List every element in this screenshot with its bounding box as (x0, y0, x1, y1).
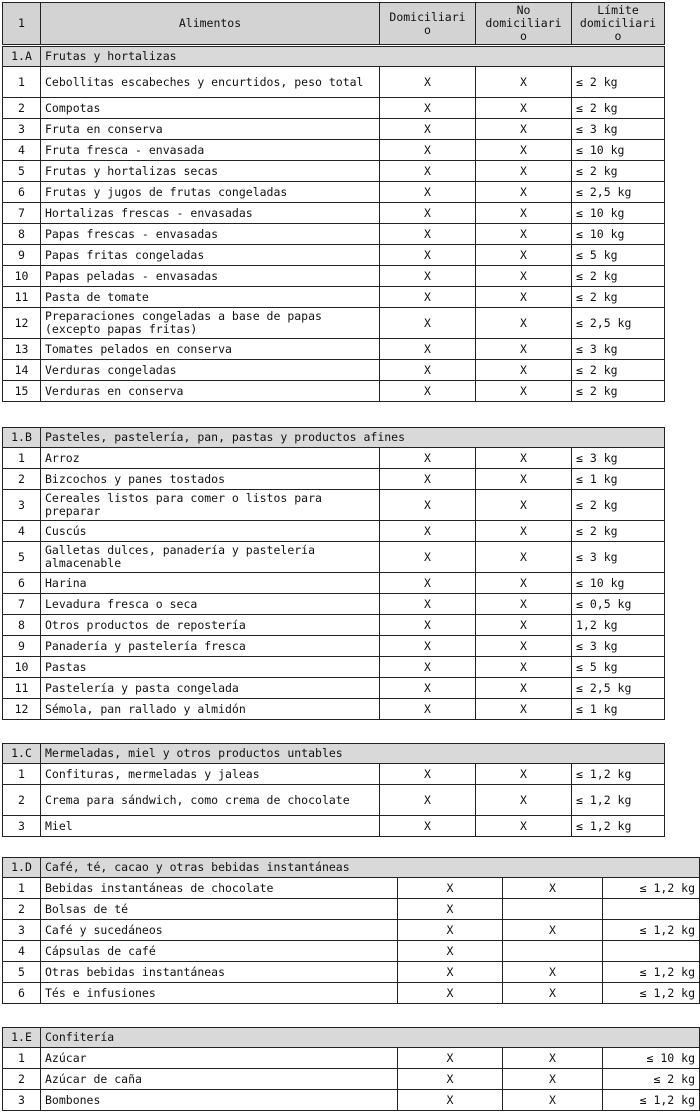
home-limit: ≤ 2 kg (572, 98, 665, 119)
food-name: Bombones (41, 1090, 398, 1111)
home-mark: X (380, 542, 476, 573)
nonhome-mark: X (476, 287, 572, 308)
table-row (3, 224, 665, 245)
row-number: 10 (3, 657, 41, 678)
nonhome-mark: X (476, 448, 572, 469)
nonhome-mark: X (476, 594, 572, 615)
food-name: Pasta de tomate (41, 287, 380, 308)
food-name: Levadura fresca o seca (41, 594, 380, 615)
section-title: Frutas y hortalizas (41, 47, 665, 67)
section-code: 1.D (3, 858, 41, 878)
header-num: 1 (3, 3, 41, 45)
row-number: 15 (3, 381, 41, 402)
home-mark: X (398, 983, 503, 1004)
nonhome-mark: X (476, 360, 572, 381)
section-title: Café, té, cacao y otras bebidas instantáneas (41, 858, 700, 878)
nonhome-mark: X (503, 962, 603, 983)
row-number: 9 (3, 636, 41, 657)
home-limit: ≤ 2 kg (572, 287, 665, 308)
row-number: 3 (3, 1090, 41, 1111)
food-name: Miel (41, 816, 380, 837)
section-title: Mermeladas, miel y otros productos untables (41, 744, 665, 764)
home-mark: X (380, 816, 476, 837)
nonhome-mark: X (476, 266, 572, 287)
section-table (2, 46, 665, 402)
home-mark: X (380, 140, 476, 161)
table-row (3, 140, 665, 161)
food-name: Frutas y jugos de frutas congeladas (41, 182, 380, 203)
table-row (3, 899, 700, 920)
home-mark: X (398, 962, 503, 983)
row-number: 12 (3, 308, 41, 339)
home-limit: ≤ 2 kg (572, 360, 665, 381)
table-row (3, 245, 665, 266)
home-limit: 1,2 kg (572, 615, 665, 636)
row-number: 3 (3, 920, 41, 941)
home-limit: ≤ 2,5 kg (572, 308, 665, 339)
header-limit: Límite domiciliari o (572, 3, 665, 45)
nonhome-mark: X (476, 785, 572, 816)
table-row (3, 615, 665, 636)
row-number: 4 (3, 941, 41, 962)
table-row (3, 573, 665, 594)
food-name: Preparaciones congeladas a base de papas (excepto papas fritas) (41, 308, 380, 339)
table-row (3, 161, 665, 182)
row-number: 2 (3, 1069, 41, 1090)
table-row (3, 983, 700, 1004)
food-name: Bebidas instantáneas de chocolate (41, 878, 398, 899)
table-row (3, 339, 665, 360)
home-limit: ≤ 1 kg (572, 699, 665, 720)
food-name: Otros productos de repostería (41, 615, 380, 636)
home-mark: X (398, 941, 503, 962)
table-row (3, 542, 665, 573)
food-name: Papas fritas congeladas (41, 245, 380, 266)
nonhome-mark: X (503, 1048, 603, 1069)
table-row (3, 1090, 700, 1111)
section-table (2, 857, 700, 1004)
home-limit: ≤ 2 kg (572, 67, 665, 98)
home-limit: ≤ 2 kg (572, 266, 665, 287)
home-mark: X (380, 678, 476, 699)
home-limit: ≤ 2 kg (572, 490, 665, 521)
home-limit: ≤ 1,2 kg (603, 920, 700, 941)
section-table (2, 743, 665, 837)
row-number: 7 (3, 203, 41, 224)
nonhome-mark: X (476, 98, 572, 119)
table-row (3, 678, 665, 699)
home-limit: ≤ 2,5 kg (572, 182, 665, 203)
nonhome-mark: X (503, 1069, 603, 1090)
home-limit: ≤ 1,2 kg (603, 983, 700, 1004)
table-row (3, 67, 665, 98)
row-number: 7 (3, 594, 41, 615)
header-row (3, 3, 665, 45)
table-row (3, 657, 665, 678)
home-mark: X (380, 182, 476, 203)
nonhome-mark: X (476, 699, 572, 720)
food-name: Crema para sándwich, como crema de chocolate (41, 785, 380, 816)
food-name: Hortalizas frescas - envasadas (41, 203, 380, 224)
row-number: 3 (3, 119, 41, 140)
table-row (3, 594, 665, 615)
nonhome-mark: X (476, 521, 572, 542)
food-name: Compotas (41, 98, 380, 119)
nonhome-mark: X (476, 678, 572, 699)
header-nonhome: No domiciliari o (476, 3, 572, 45)
food-name: Harina (41, 573, 380, 594)
home-mark: X (380, 699, 476, 720)
section-code: 1.B (3, 428, 41, 448)
home-limit: ≤ 2 kg (572, 161, 665, 182)
food-name: Papas frescas - envasadas (41, 224, 380, 245)
table-row (3, 1048, 700, 1069)
food-name: Verduras en conserva (41, 381, 380, 402)
food-name: Panadería y pastelería fresca (41, 636, 380, 657)
row-number: 12 (3, 699, 41, 720)
food-name: Azúcar (41, 1048, 398, 1069)
nonhome-mark (503, 899, 603, 920)
home-limit: ≤ 3 kg (572, 542, 665, 573)
home-mark: X (380, 448, 476, 469)
row-number: 8 (3, 224, 41, 245)
row-number: 8 (3, 615, 41, 636)
home-limit: ≤ 3 kg (572, 636, 665, 657)
row-number: 3 (3, 490, 41, 521)
home-mark: X (380, 615, 476, 636)
food-name: Azúcar de caña (41, 1069, 398, 1090)
nonhome-mark: X (476, 203, 572, 224)
section-code: 1.A (3, 47, 41, 67)
nonhome-mark: X (476, 224, 572, 245)
row-number: 2 (3, 98, 41, 119)
home-limit: ≤ 1,2 kg (603, 878, 700, 899)
home-mark: X (380, 245, 476, 266)
nonhome-mark: X (476, 119, 572, 140)
nonhome-mark: X (476, 764, 572, 785)
food-name: Cuscús (41, 521, 380, 542)
nonhome-mark: X (503, 983, 603, 1004)
table-row (3, 381, 665, 402)
row-number: 6 (3, 983, 41, 1004)
table-row (3, 962, 700, 983)
home-mark: X (398, 878, 503, 899)
nonhome-mark: X (503, 878, 603, 899)
home-mark: X (380, 339, 476, 360)
row-number: 1 (3, 67, 41, 98)
table-row (3, 308, 665, 339)
home-limit (603, 899, 700, 920)
row-number: 3 (3, 816, 41, 837)
table-row (3, 816, 665, 837)
section-code: 1.C (3, 744, 41, 764)
home-limit: ≤ 3 kg (572, 448, 665, 469)
home-mark: X (380, 657, 476, 678)
food-name: Papas peladas - envasadas (41, 266, 380, 287)
home-mark: X (398, 1090, 503, 1111)
table-row (3, 490, 665, 521)
home-limit: ≤ 3 kg (572, 339, 665, 360)
section-title: Confitería (41, 1028, 700, 1048)
food-name: Confituras, mermeladas y jaleas (41, 764, 380, 785)
home-limit: ≤ 2,5 kg (572, 678, 665, 699)
section-header-row (3, 1028, 700, 1048)
home-mark: X (398, 899, 503, 920)
row-number: 13 (3, 339, 41, 360)
food-name: Otras bebidas instantáneas (41, 962, 398, 983)
nonhome-mark: X (476, 615, 572, 636)
home-mark: X (380, 98, 476, 119)
home-mark: X (380, 785, 476, 816)
nonhome-mark: X (476, 308, 572, 339)
nonhome-mark (503, 941, 603, 962)
home-limit: ≤ 10 kg (572, 224, 665, 245)
nonhome-mark: X (476, 573, 572, 594)
section-header-row (3, 47, 665, 67)
home-mark: X (380, 266, 476, 287)
header-food: Alimentos (41, 3, 380, 45)
row-number: 11 (3, 678, 41, 699)
home-limit: ≤ 5 kg (572, 245, 665, 266)
food-name: Sémola, pan rallado y almidón (41, 699, 380, 720)
home-mark: X (380, 573, 476, 594)
row-number: 1 (3, 448, 41, 469)
table-row (3, 182, 665, 203)
home-limit: ≤ 10 kg (572, 140, 665, 161)
home-mark: X (380, 764, 476, 785)
header-table (2, 2, 665, 45)
nonhome-mark: X (476, 381, 572, 402)
home-mark: X (380, 308, 476, 339)
home-mark: X (380, 594, 476, 615)
nonhome-mark: X (503, 920, 603, 941)
food-name: Cebollitas escabeches y encurtidos, peso total (41, 67, 380, 98)
table-row (3, 920, 700, 941)
table-row (3, 119, 665, 140)
nonhome-mark: X (476, 636, 572, 657)
nonhome-mark: X (476, 542, 572, 573)
food-name: Café y sucedáneos (41, 920, 398, 941)
home-limit: ≤ 2 kg (603, 1069, 700, 1090)
row-number: 5 (3, 542, 41, 573)
home-mark: X (380, 119, 476, 140)
row-number: 1 (3, 878, 41, 899)
food-name: Galletas dulces, panadería y pastelería almacenable (41, 542, 380, 573)
row-number: 6 (3, 182, 41, 203)
home-mark: X (380, 203, 476, 224)
table-row (3, 941, 700, 962)
section-header-row (3, 858, 700, 878)
food-name: Cereales listos para comer o listos para preparar (41, 490, 380, 521)
row-number: 5 (3, 962, 41, 983)
table-row (3, 699, 665, 720)
home-limit: ≤ 5 kg (572, 657, 665, 678)
table-row (3, 98, 665, 119)
nonhome-mark: X (476, 161, 572, 182)
nonhome-mark: X (476, 657, 572, 678)
table-row (3, 636, 665, 657)
section-title: Pasteles, pastelería, pan, pastas y productos afines (41, 428, 665, 448)
row-number: 1 (3, 1048, 41, 1069)
nonhome-mark: X (476, 67, 572, 98)
section-table (2, 427, 665, 720)
home-limit: ≤ 1,2 kg (603, 1090, 700, 1111)
home-limit: ≤ 0,5 kg (572, 594, 665, 615)
home-mark: X (398, 1048, 503, 1069)
nonhome-mark: X (476, 339, 572, 360)
section-code: 1.E (3, 1028, 41, 1048)
food-name: Fruta en conserva (41, 119, 380, 140)
row-number: 10 (3, 266, 41, 287)
home-mark: X (380, 224, 476, 245)
row-number: 4 (3, 140, 41, 161)
home-mark: X (380, 521, 476, 542)
home-limit (603, 941, 700, 962)
food-name: Pastelería y pasta congelada (41, 678, 380, 699)
row-number: 2 (3, 785, 41, 816)
table-row (3, 203, 665, 224)
home-limit: ≤ 1,2 kg (603, 962, 700, 983)
nonhome-mark: X (476, 816, 572, 837)
row-number: 14 (3, 360, 41, 381)
home-mark: X (380, 287, 476, 308)
food-name: Frutas y hortalizas secas (41, 161, 380, 182)
food-name: Bizcochos y panes tostados (41, 469, 380, 490)
row-number: 9 (3, 245, 41, 266)
home-limit: ≤ 2 kg (572, 381, 665, 402)
home-mark: X (380, 360, 476, 381)
table-row (3, 521, 665, 542)
nonhome-mark: X (476, 140, 572, 161)
table-row (3, 287, 665, 308)
table-row (3, 1069, 700, 1090)
nonhome-mark: X (476, 245, 572, 266)
home-limit: ≤ 1,2 kg (572, 764, 665, 785)
section-header-row (3, 744, 665, 764)
food-name: Bolsas de té (41, 899, 398, 920)
row-number: 11 (3, 287, 41, 308)
home-limit: ≤ 2 kg (572, 521, 665, 542)
row-number: 5 (3, 161, 41, 182)
table-row (3, 764, 665, 785)
home-limit: ≤ 1,2 kg (572, 816, 665, 837)
home-limit: ≤ 1,2 kg (572, 785, 665, 816)
section-header-row (3, 428, 665, 448)
home-mark: X (380, 490, 476, 521)
section-table (2, 1027, 700, 1111)
food-name: Pastas (41, 657, 380, 678)
home-mark: X (380, 161, 476, 182)
food-name: Tés e infusiones (41, 983, 398, 1004)
home-limit: ≤ 3 kg (572, 119, 665, 140)
food-name: Arroz (41, 448, 380, 469)
home-mark: X (398, 1069, 503, 1090)
nonhome-mark: X (476, 469, 572, 490)
food-name: Fruta fresca - envasada (41, 140, 380, 161)
food-name: Verduras congeladas (41, 360, 380, 381)
home-mark: X (398, 920, 503, 941)
row-number: 6 (3, 573, 41, 594)
table-row (3, 785, 665, 816)
food-name: Tomates pelados en conserva (41, 339, 380, 360)
row-number: 2 (3, 469, 41, 490)
table-row (3, 469, 665, 490)
nonhome-mark: X (476, 182, 572, 203)
table-row (3, 360, 665, 381)
home-mark: X (380, 381, 476, 402)
nonhome-mark: X (503, 1090, 603, 1111)
home-limit: ≤ 10 kg (603, 1048, 700, 1069)
food-name: Cápsulas de café (41, 941, 398, 962)
home-limit: ≤ 1 kg (572, 469, 665, 490)
nonhome-mark: X (476, 490, 572, 521)
table-row (3, 266, 665, 287)
row-number: 4 (3, 521, 41, 542)
row-number: 2 (3, 899, 41, 920)
home-mark: X (380, 67, 476, 98)
table-row (3, 448, 665, 469)
home-limit: ≤ 10 kg (572, 203, 665, 224)
home-mark: X (380, 636, 476, 657)
row-number: 1 (3, 764, 41, 785)
header-home: Domiciliari o (380, 3, 476, 45)
home-mark: X (380, 469, 476, 490)
home-limit: ≤ 10 kg (572, 573, 665, 594)
table-row (3, 878, 700, 899)
